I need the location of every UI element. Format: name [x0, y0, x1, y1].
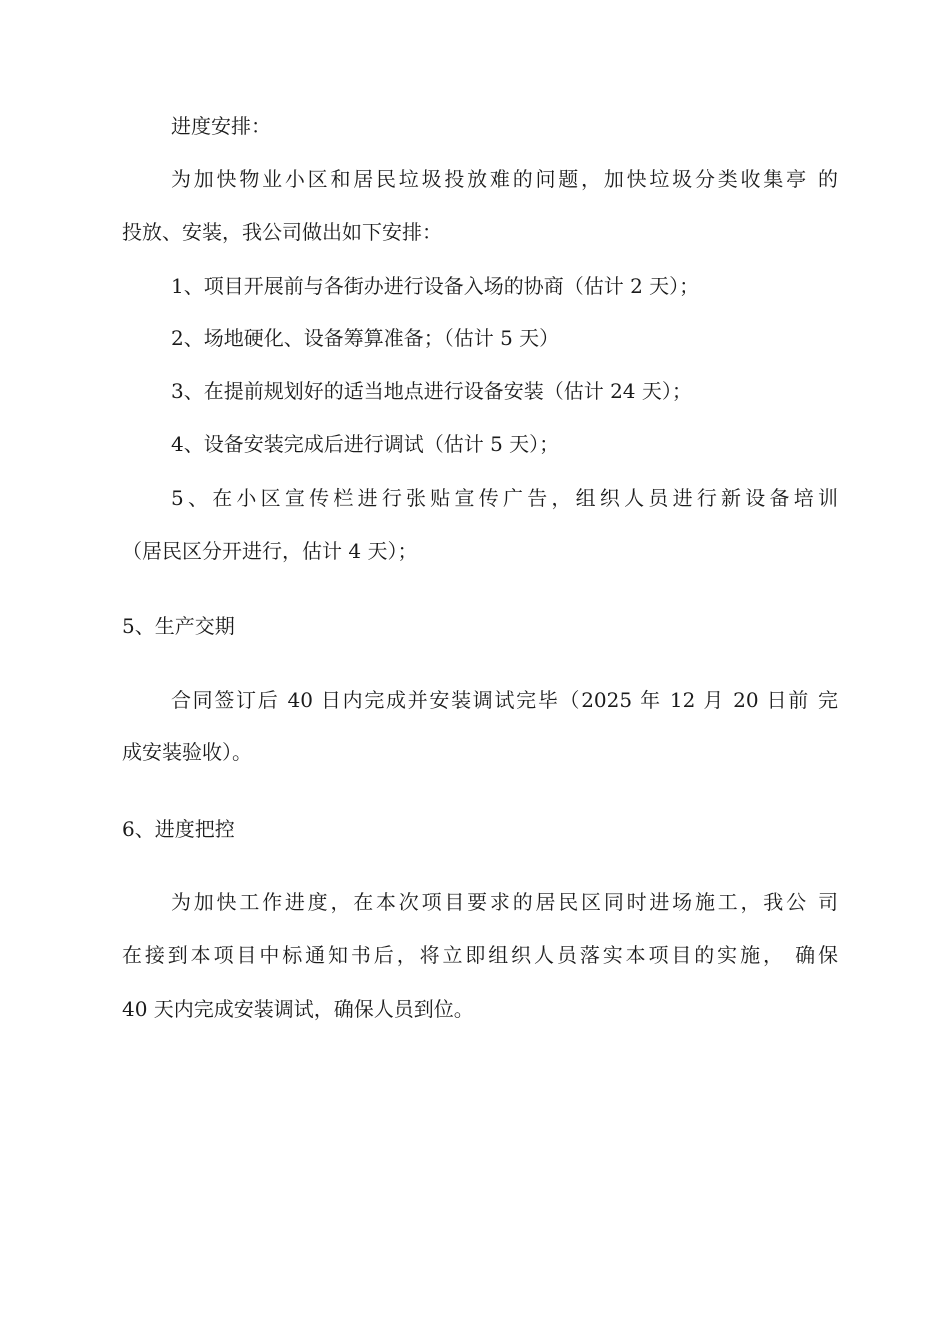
control-paragraph-line-1: 为加快工作进度，在本次项目要求的居民区同时进场施工，我公 司 [171, 890, 838, 914]
intro-paragraph-line-2: 投放、安装，我公司做出如下安排： [122, 220, 442, 244]
section-6-heading: 6、进度把控 [122, 817, 235, 841]
schedule-step-4: 4、设备安装完成后进行调试（估计 5 天）； [171, 432, 560, 456]
schedule-step-5-line-2: （居民区分开进行，估计 4 天）； [122, 539, 418, 563]
schedule-step-2: 2、场地硬化、设备筹算准备；（估计 5 天） [171, 326, 560, 350]
schedule-step-1: 1、项目开展前与各街办进行设备入场的协商（估计 2 天）； [171, 274, 700, 298]
delivery-paragraph-line-1: 合同签订后 40 日内完成并安装调试完毕（2025 年 12 月 20 日前 完 [171, 688, 838, 712]
control-paragraph-line-3: 40 天内完成安装调试，确保人员到位。 [122, 997, 474, 1021]
intro-paragraph-line-1: 为加快物业小区和居民垃圾投放难的问题，加快垃圾分类收集亭 的 [171, 167, 838, 191]
control-paragraph-line-2: 在接到本项目中标通知书后，将立即组织人员落实本项目的实施， 确保 [122, 943, 838, 967]
delivery-paragraph-line-2: 成安装验收）。 [122, 740, 252, 764]
schedule-heading: 进度安排： [171, 114, 271, 138]
schedule-step-5-line-1: 5、在小区宣传栏进行张贴宣传广告，组织人员进行新设备培训 [171, 486, 838, 510]
section-5-heading: 5、生产交期 [122, 614, 235, 638]
schedule-step-3: 3、在提前规划好的适当地点进行设备安装（估计 24 天）； [171, 379, 692, 403]
